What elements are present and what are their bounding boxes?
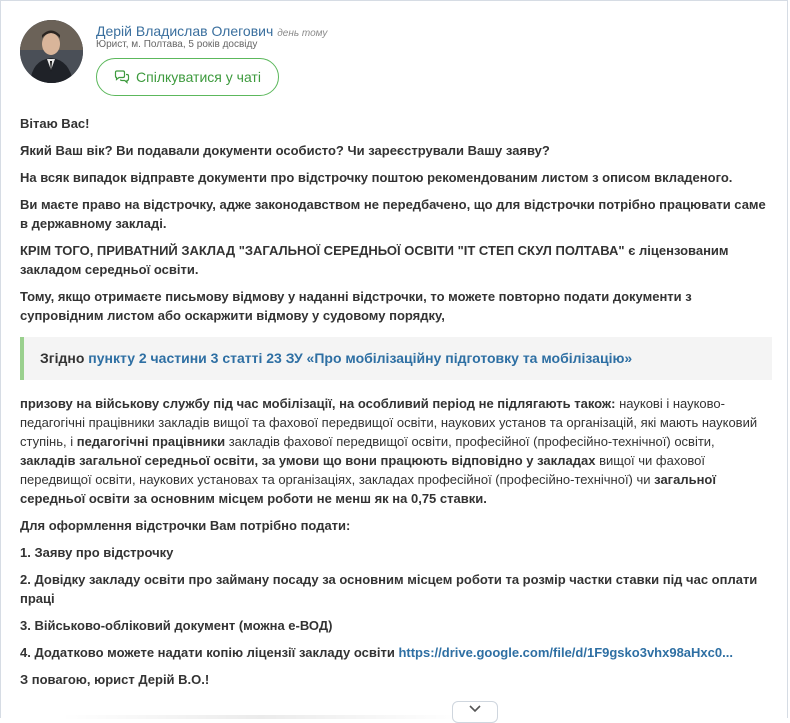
- question-paragraph: Який Ваш вік? Ви подавали документи особисто? Чи зареєстрували Вашу заяву?: [20, 143, 550, 158]
- chat-button[interactable]: [96, 58, 279, 96]
- author-meta: Юрист, м. Полтава, 5 років досвіду: [96, 39, 258, 50]
- signature: З повагою, юрист Дерій В.О.!: [20, 672, 210, 687]
- license-paragraph: КРІМ ТОГО, ПРИВАТНИЙ ЗАКЛАД "ЗАГАЛЬНОЇ СЕРЕДНЬОЇ ОСВІТИ "ІТ СТЕП СКУЛ ПОЛТАВА" є ліцензованим закладом середньої освіти.: [20, 243, 729, 277]
- chat-button-label: Спілкуватися у чаті: [136, 69, 261, 85]
- author-name[interactable]: [96, 23, 327, 39]
- law-s5: закладів загальної середньої освіти, за умови що вони працюють відповідно у закладах: [20, 453, 596, 468]
- law-s7: загальної середньої освіти за основним місцем роботи не менш як на 0,75 ставки.: [20, 472, 717, 506]
- author-avatar[interactable]: [20, 20, 83, 83]
- law-quote: [20, 337, 772, 380]
- right-paragraph: Ви маєте право на відстрочку, адже законодавством не передбачено, що для відстрочки потрібно працювати саме в державному закладі.: [20, 197, 766, 231]
- docs-item-4-text: 4. Додатково можете надати копію ліцензії закладу освіти: [20, 645, 399, 660]
- law-s3: педагогічні працівники: [76, 434, 226, 449]
- docs-item-3: 3. Військово-обліковий документ (можна е-ВОД): [20, 618, 333, 633]
- quote-prefix: Згідно: [40, 350, 85, 366]
- law-s6: вищої чи фахової передвищої освіти, наукових установах та організаціях, закладах професійної (професійно-технічної) чи: [20, 453, 706, 487]
- chat-bubbles-icon: [114, 70, 130, 84]
- docs-intro: Для оформлення відстрочки Вам потрібно подати:: [20, 518, 351, 533]
- advice-paragraph: На всяк випадок відправте документи про відстрочку поштою рекомендованим листом з описом вкладеного.: [20, 170, 733, 185]
- law-paragraph: [20, 394, 772, 508]
- scroll-down-button[interactable]: [452, 701, 498, 723]
- docs-item-2: 2. Довідку закладу освіти про займану посаду за основним місцем роботи та розмір частки ставки під час оплати праці: [20, 572, 758, 606]
- law-s2: наукові і науково-педагогічні працівники закладів вищої та фахової передвищої освіти, наукових установ та організацій, які мають науковий ступінь, і: [20, 396, 758, 449]
- answer-time: день тому: [277, 28, 328, 39]
- law-s4: закладів фахової передвищої освіти, професійної (професійно-технічної) освіти,: [225, 434, 715, 449]
- law-link[interactable]: пункту 2 частини 3 статті 23 ЗУ «Про мобілізаційну підготовку та мобілізацію»: [88, 350, 633, 366]
- chevron-down-icon: [468, 704, 482, 713]
- docs-item-1: 1. Заяву про відстрочку: [20, 545, 174, 560]
- appeal-paragraph: Тому, якщо отримаєте письмову відмову у наданні відстрочки, то можете повторно подати документи з супровідним листом або оскаржити відмову у судовому порядку,: [20, 289, 692, 323]
- author-name-text[interactable]: Дерій Владислав Олегович: [96, 23, 274, 39]
- bottom-fade: [61, 715, 461, 719]
- greeting: Вітаю Вас!: [20, 116, 90, 131]
- license-link[interactable]: https://drive.google.com/file/d/1F9gsko3vhx98aHxc0...: [398, 645, 733, 660]
- lawyer-avatar-icon: [20, 20, 83, 83]
- docs-item-4: [20, 643, 772, 662]
- answer-body: [20, 114, 772, 697]
- law-s1: призову на військову службу під час мобілізації, на особливий період не підлягають також:: [20, 396, 616, 411]
